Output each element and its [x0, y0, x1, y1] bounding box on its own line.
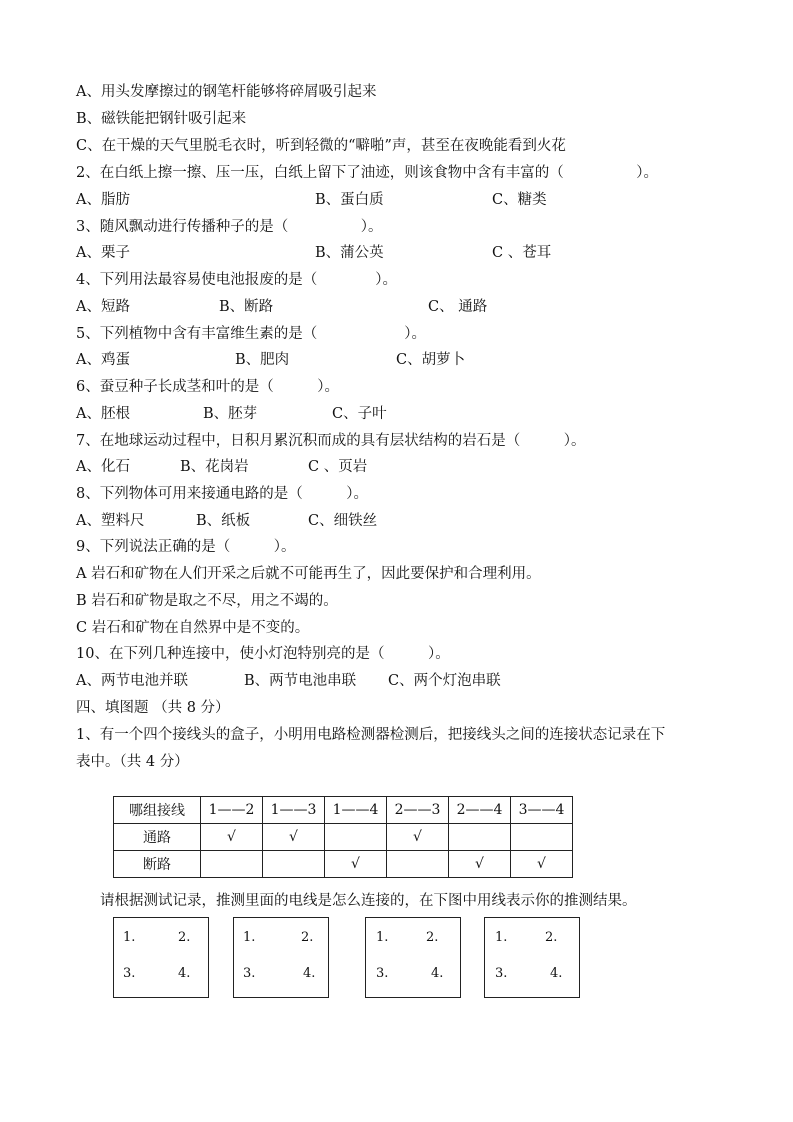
table-header-cell: 2——4 — [449, 797, 511, 824]
table-row — [114, 824, 573, 851]
q7-option-a: A、化石 — [76, 459, 130, 475]
q8-option-b: B、纸板 — [196, 513, 251, 529]
q1-option-a: A、用头发摩擦过的钢笔杆能够将碎屑吸引起来 — [76, 84, 377, 100]
q4-option-c: C、 通路 — [428, 299, 488, 315]
terminal-label: 2. — [426, 930, 439, 945]
table-row — [114, 851, 573, 878]
table-cell: √ — [201, 824, 263, 851]
table-header-cell: 1——2 — [201, 797, 263, 824]
q3-option-a: A、栗子 — [76, 245, 130, 261]
q6-option-a: A、胚根 — [76, 406, 130, 422]
terminal-label: 3. — [376, 966, 389, 981]
q1-option-b: B、磁铁能把钢针吸引起来 — [76, 111, 247, 127]
q5-option-c: C、胡萝卜 — [396, 352, 466, 368]
q5-option-a: A、鸡蛋 — [76, 352, 130, 368]
table-cell — [263, 851, 325, 878]
q2-option-b: B、蛋白质 — [315, 192, 384, 208]
table-cell: √ — [325, 851, 387, 878]
terminal-label: 1. — [495, 930, 508, 945]
fill-question-1-cont: 表中。（共 4 分） — [76, 754, 189, 770]
question-3: 3、随风飘动进行传播种子的是（ ）。 — [76, 219, 383, 235]
q7-option-b: B、花岗岩 — [180, 459, 249, 475]
terminal-label: 2. — [301, 930, 314, 945]
q9-option-a: A 岩石和矿物在人们开采之后就不可能再生了，因此要保护和合理利用。 — [76, 566, 541, 582]
q3-option-b: B、蒲公英 — [315, 245, 384, 261]
terminal-label: 3. — [243, 966, 256, 981]
question-8: 8、下列物体可用来接通电路的是（ ）。 — [76, 486, 368, 502]
table-cell: 通路 — [114, 824, 201, 851]
q10-option-a: A、两节电池并联 — [76, 673, 188, 689]
terminal-label: 3. — [495, 966, 508, 981]
terminal-label: 1. — [243, 930, 256, 945]
question-6: 6、蚕豆种子长成茎和叶的是（ ）。 — [76, 379, 339, 395]
q5-option-b: B、肥肉 — [235, 352, 290, 368]
table-header-cell: 2——3 — [387, 797, 449, 824]
terminal-label: 2. — [178, 930, 191, 945]
question-4: 4、下列用法最容易使电池报废的是（ ）。 — [76, 272, 397, 288]
question-10: 10、在下列几种连接中，使小灯泡特别亮的是（ ）。 — [76, 646, 450, 662]
terminal-box-3[interactable] — [365, 917, 461, 998]
q9-option-c: C 岩石和矿物在自然界中是不变的。 — [76, 620, 310, 636]
q8-option-a: A、塑料尺 — [76, 513, 145, 529]
question-5: 5、下列植物中含有丰富维生素的是（ ）。 — [76, 326, 426, 342]
table-cell — [325, 824, 387, 851]
question-9: 9、下列说法正确的是（ ）。 — [76, 539, 296, 555]
q4-option-b: B、断路 — [219, 299, 274, 315]
q7-option-c: C 、页岩 — [308, 459, 368, 475]
q3-option-c: C 、苍耳 — [492, 245, 552, 261]
drawing-instruction: 请根据测试记录，推测里面的电线是怎么连接的，在下图中用线表示你的推测结果。 — [100, 893, 637, 909]
terminal-box-2[interactable] — [233, 917, 329, 998]
table-cell — [201, 851, 263, 878]
table-cell: √ — [449, 851, 511, 878]
terminal-label: 4. — [178, 966, 191, 981]
table-header-cell: 1——3 — [263, 797, 325, 824]
table-header-cell: 3——4 — [511, 797, 573, 824]
table-cell: 断路 — [114, 851, 201, 878]
terminal-label: 2. — [545, 930, 558, 945]
q4-option-a: A、短路 — [76, 299, 130, 315]
terminal-label: 4. — [431, 966, 444, 981]
table-cell: √ — [511, 851, 573, 878]
q2-option-a: A、脂肪 — [76, 192, 130, 208]
question-2: 2、在白纸上擦一擦、压一压，白纸上留下了油迹，则该食物中含有丰富的（ ）。 — [76, 165, 658, 181]
question-7: 7、在地球运动过程中，日积月累沉积而成的具有层状结构的岩石是（ ）。 — [76, 433, 586, 449]
table-cell — [387, 851, 449, 878]
q6-option-b: B、胚芽 — [203, 406, 258, 422]
terminal-label: 4. — [550, 966, 563, 981]
table-header-cell: 哪组接线 — [114, 797, 201, 824]
q6-option-c: C、子叶 — [332, 406, 387, 422]
terminal-box-4[interactable] — [484, 917, 580, 998]
terminal-label: 1. — [376, 930, 389, 945]
connection-table — [113, 796, 573, 878]
table-cell: √ — [387, 824, 449, 851]
table-header-row — [114, 797, 573, 824]
q10-option-b: B、两节电池串联 — [244, 673, 357, 689]
table-header-cell: 1——4 — [325, 797, 387, 824]
terminal-label: 3. — [123, 966, 136, 981]
q1-option-c: C、在干燥的天气里脱毛衣时，听到轻微的“噼啪”声，甚至在夜晚能看到火花 — [76, 138, 566, 154]
section-4-heading: 四、填图题 （共 8 分） — [76, 700, 230, 716]
q8-option-c: C、细铁丝 — [308, 513, 378, 529]
fill-question-1: 1、有一个四个接线头的盒子，小明用电路检测器检测后，把接线头之间的连接状态记录在下 — [76, 727, 666, 743]
q10-option-c: C、两个灯泡串联 — [388, 673, 501, 689]
terminal-label: 1. — [123, 930, 136, 945]
q2-option-c: C、糖类 — [492, 192, 547, 208]
q9-option-b: B 岩石和矿物是取之不尽，用之不竭的。 — [76, 593, 338, 609]
terminal-label: 4. — [303, 966, 316, 981]
table-cell: √ — [263, 824, 325, 851]
terminal-box-1[interactable] — [113, 917, 209, 998]
table-cell — [449, 824, 511, 851]
table-cell — [511, 824, 573, 851]
